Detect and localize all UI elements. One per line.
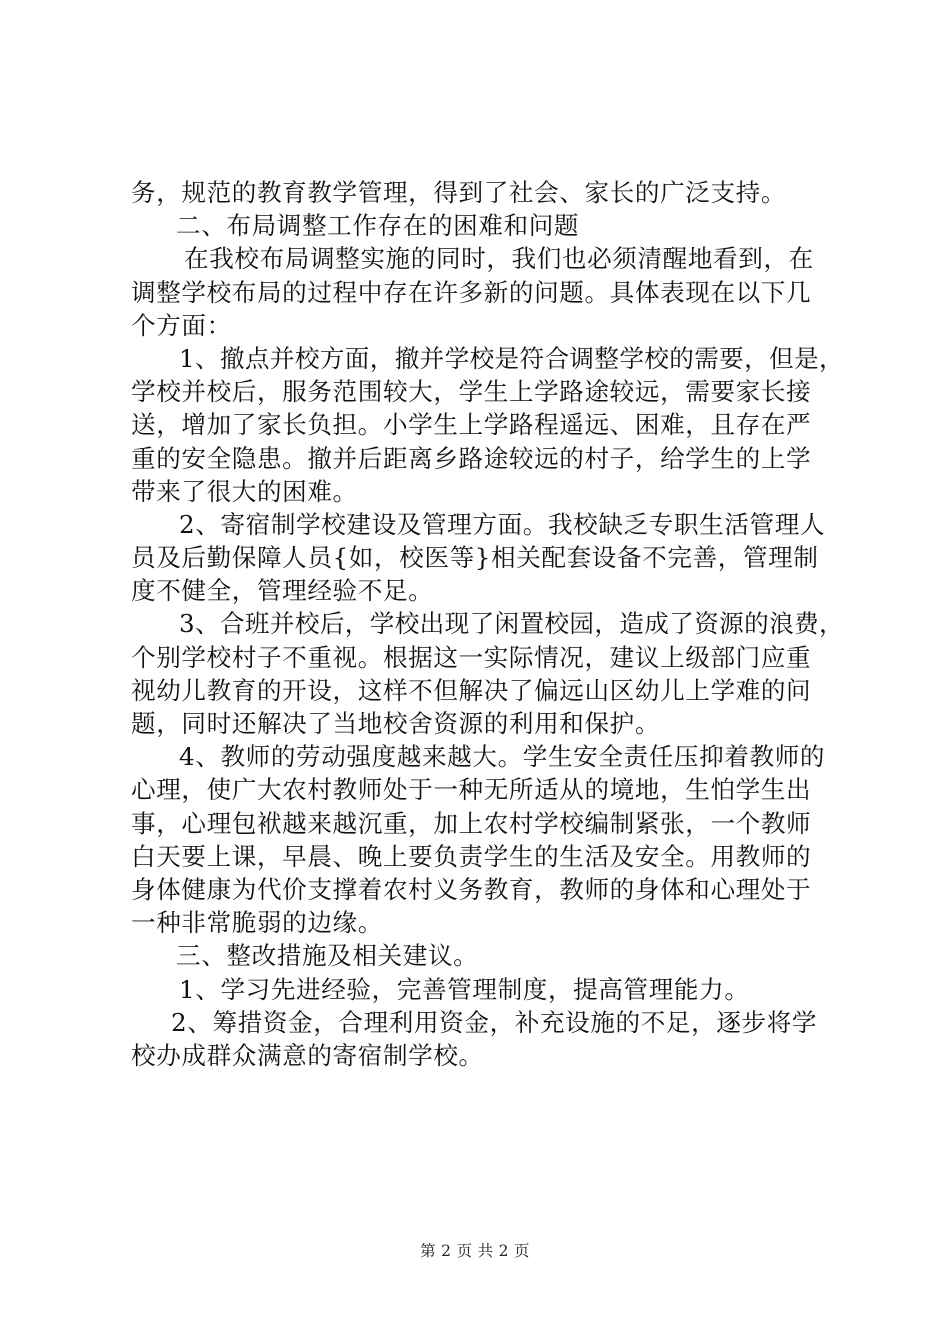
paragraph-line: 重的安全隐患。撤并后距离乡路途较远的村子，给学生的上学 bbox=[131, 443, 812, 473]
paragraph-line: 在我校布局调整实施的同时，我们也必须清醒地看到，在 bbox=[184, 244, 814, 274]
paragraph-line: 学校并校后，服务范围较大，学生上学路途较远，需要家长接 bbox=[131, 377, 812, 407]
paragraph-line: 带来了很大的困难。 bbox=[131, 476, 358, 506]
paragraph-line: 心理，使广大农村教师处于一种无所适从的境地，生怕学生出 bbox=[131, 775, 812, 805]
paragraph-line: 务，规范的教育教学管理，得到了社会、家长的广泛支持。 bbox=[131, 178, 787, 207]
section-heading: 三、整改措施及相关建议。 bbox=[176, 941, 479, 971]
paragraph-line: 白天要上课，早晨、晚上要负责学生的生活及安全。用教师的 bbox=[131, 841, 812, 871]
paragraph-line: 3、合班并校后，学校出现了闲置校园，造成了资源的浪费， bbox=[179, 609, 844, 639]
paragraph-line: 送，增加了家长负担。小学生上学路程遥远、困难，且存在严 bbox=[131, 410, 812, 440]
paragraph-line: 度不健全，管理经验不足。 bbox=[131, 576, 434, 606]
section-heading: 二、布局调整工作存在的困难和问题 bbox=[176, 211, 580, 241]
paragraph-line: 个别学校村子不重视。根据这一实际情况，建议上级部门应重 bbox=[131, 642, 812, 672]
paragraph-line: 身体健康为代价支撑着农村义务教育，教师的身体和心理处于 bbox=[131, 874, 812, 904]
paragraph-line: 4、教师的劳动强度越来越大。学生安全责任压抑着教师的 bbox=[179, 742, 826, 772]
paragraph-line: 2、寄宿制学校建设及管理方面。我校缺乏专职生活管理人 bbox=[179, 509, 826, 539]
paragraph-line: 视幼儿教育的开设，这样不但解决了偏远山区幼儿上学难的问 bbox=[131, 675, 812, 705]
paragraph-line: 题，同时还解决了当地校舍资源的利用和保护。 bbox=[131, 709, 661, 738]
page-number-footer: 第 2 页 共 2 页 bbox=[420, 1242, 530, 1260]
paragraph-line: 个方面： bbox=[131, 310, 232, 340]
paragraph-line: 一种非常脆弱的边缘。 bbox=[131, 908, 383, 938]
paragraph-line: 2、筹措资金，合理利用资金，补充设施的不足，逐步将学 bbox=[171, 1007, 818, 1037]
paragraph-line: 1、学习先进经验，完善管理制度，提高管理能力。 bbox=[179, 974, 750, 1004]
paragraph-line: 调整学校布局的过程中存在许多新的问题。具体表现在以下几 bbox=[131, 277, 812, 307]
paragraph-line: 员及后勤保障人员{如，校医等}相关配套设备不完善，管理制 bbox=[131, 543, 819, 573]
document-body bbox=[131, 176, 844, 1072]
paragraph-line: 事，心理包袱越来越沉重，加上农村学校编制紧张，一个教师 bbox=[131, 808, 812, 838]
paragraph-line: 1、撤点并校方面，撤并学校是符合调整学校的需要，但是， bbox=[179, 343, 844, 373]
paragraph-line: 校办成群众满意的寄宿制学校。 bbox=[131, 1040, 484, 1070]
